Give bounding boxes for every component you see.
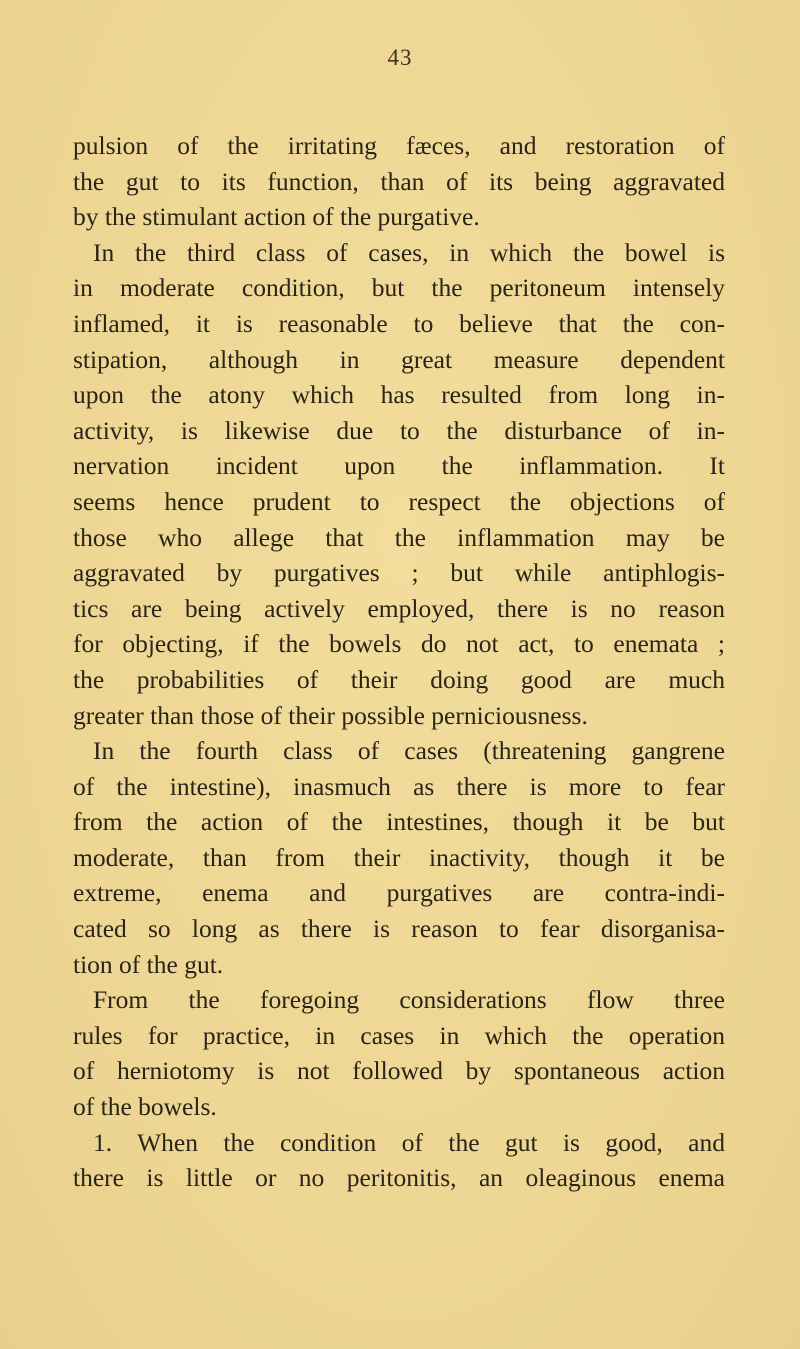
text-line: extreme, enema and purgatives are contra-indi- [73, 878, 725, 908]
text-line: the gut to its function, than of its being aggravated [73, 166, 725, 196]
text-line: tics are being actively employed, there is no reason [73, 593, 725, 623]
text-line: the probabilities of their doing good are much [73, 664, 725, 694]
text-line: of the intestine), inasmuch as there is more to fear [73, 771, 725, 801]
page-number: 43 [387, 45, 413, 70]
text-line: pulsion of the irritating fæces, and restoration of [73, 131, 725, 160]
text-line: rules for practice, in cases in which the operation [73, 1020, 725, 1050]
text-line: moderate, than from their inactivity, though it be [73, 842, 725, 872]
text-line: those who allege that the inflammation may be [73, 522, 725, 552]
text-line: in moderate condition, but the peritoneum intensely [73, 273, 725, 303]
text-line: cated so long as there is reason to fear disorganisa- [73, 914, 725, 944]
text-line: inflamed, it is reasonable to believe that the con- [73, 308, 725, 338]
text-line: activity, is likewise due to the disturbance of in- [73, 415, 725, 445]
text-line: for objecting, if the bowels do not act, to enemata ; [73, 629, 725, 659]
text-line: nervation incident upon the inflammation. It [73, 451, 725, 481]
text-line: there is little or no peritonitis, an oleaginous enema [73, 1163, 725, 1193]
text-line: aggravated by purgatives ; but while antiphlogis- [73, 558, 725, 588]
text-line: From the foregoing considerations flow three [93, 985, 725, 1015]
text-line: In the fourth class of cases (threatening gangrene [93, 736, 725, 766]
text-line: 1. When the condition of the gut is good, and [93, 1127, 725, 1157]
text-line: stipation, although in great measure dependent [73, 344, 725, 374]
text-line: In the third class of cases, in which the bowel is [93, 237, 725, 267]
text-line: of the bowels. [73, 1092, 217, 1122]
text-line: seems hence prudent to respect the objections of [73, 486, 725, 516]
text-line: of herniotomy is not followed by spontaneous action [73, 1056, 725, 1086]
body-text [73, 128, 725, 1196]
text-line: by the stimulant action of the purgative. [73, 202, 480, 232]
text-line: upon the atony which has resulted from long in- [73, 380, 725, 410]
text-line: from the action of the intestines, though it be but [73, 807, 725, 837]
text-line: greater than those of their possible perniciousness. [73, 700, 588, 730]
text-line: tion of the gut. [73, 949, 224, 979]
